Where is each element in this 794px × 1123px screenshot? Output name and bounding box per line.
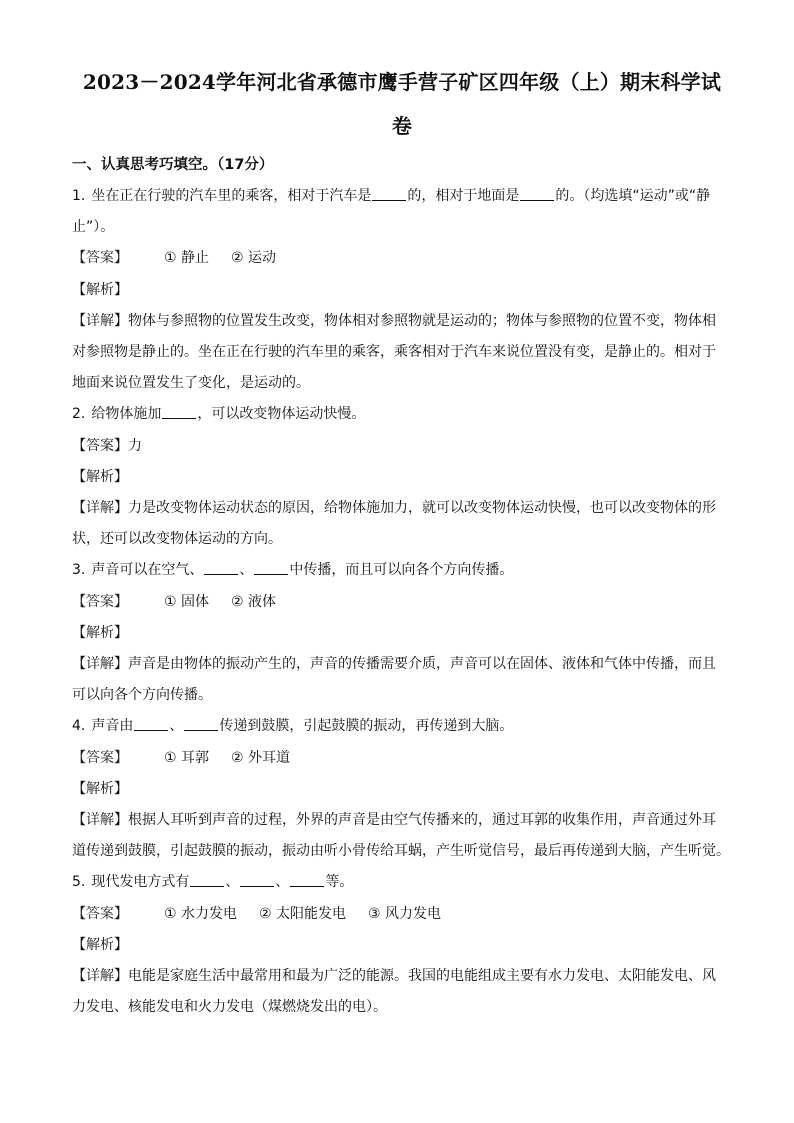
answer-blank bbox=[162, 404, 196, 419]
detail-text: 力发电、核能发电和火力发电（煤燃烧发出的电）。 bbox=[72, 999, 387, 1016]
answer-blank bbox=[204, 560, 238, 575]
detail-text: 地面来说位置发生了变化，是运动的。 bbox=[72, 375, 310, 392]
answer-label: 【答案】 bbox=[72, 749, 128, 766]
analysis-label: 【解析】 bbox=[72, 468, 128, 485]
answer-blank bbox=[240, 872, 274, 887]
title-line-1: 2023－2024学年河北省承德市鹰手营子矿区四年级（上）期末科学试 bbox=[82, 70, 722, 94]
answer-option: ② 外耳道 bbox=[231, 749, 291, 766]
answer-blank bbox=[190, 872, 224, 887]
analysis-label: 【解析】 bbox=[72, 936, 128, 953]
question-text: 5. 现代发电方式有 、 、 等。 bbox=[72, 874, 354, 891]
detail-text: 【详解】电能是家庭生活中最常用和最为广泛的能源。我国的电能组成主要有水力发电、太阳能发电、风 bbox=[72, 968, 716, 985]
answer-option: ③ 风力发电 bbox=[368, 905, 442, 922]
question-text-cont: 止”）。 bbox=[72, 219, 115, 236]
answer-label: 【答案】 bbox=[72, 250, 128, 267]
detail-text: 状，还可以改变物体运动的方向。 bbox=[72, 531, 282, 548]
answer-label: 【答案】 bbox=[72, 593, 128, 610]
analysis-label: 【解析】 bbox=[72, 624, 128, 641]
detail-text: 【详解】力是改变物体运动状态的原因，给物体施加力，就可以改变物体运动快慢，也可以改变物体的形 bbox=[72, 500, 716, 517]
detail-text: 【详解】根据人耳听到声音的过程，外界的声音是由空气传播来的，通过耳郭的收集作用，声音通过外耳 bbox=[72, 812, 716, 829]
answer-label: 【答案】 bbox=[72, 905, 128, 922]
answer-blank bbox=[134, 716, 168, 731]
answer-option: ① 静止 bbox=[164, 250, 210, 267]
detail-text: 【详解】声音是由物体的振动产生的，声音的传播需要介质，声音可以在固体、液体和气体中传播，而且 bbox=[72, 656, 716, 673]
answer-blank bbox=[520, 186, 554, 201]
answer-option: ② 运动 bbox=[231, 250, 277, 267]
detail-text: 【详解】物体与参照物的位置发生改变，物体相对参照物就是运动的；物体与参照物的位置不变，物体相 bbox=[72, 312, 716, 329]
analysis-label: 【解析】 bbox=[72, 281, 128, 298]
answer-blank bbox=[290, 872, 324, 887]
section-heading: 一、认真思考巧填空。（17分） bbox=[72, 157, 274, 173]
answer-row bbox=[72, 243, 732, 274]
exam-page bbox=[72, 60, 732, 1023]
question-2 bbox=[72, 399, 732, 555]
answer-row: 【答案】力 bbox=[72, 437, 142, 454]
answer-row bbox=[72, 899, 732, 930]
answer-option: ① 固体 bbox=[164, 593, 210, 610]
detail-text: 对参照物是静止的。坐在正在行驶的汽车里的乘客，乘客相对于汽车来说位置没有变，是静止的。相对于 bbox=[72, 344, 716, 361]
question-4 bbox=[72, 711, 732, 867]
answer-option: ① 水力发电 bbox=[164, 905, 238, 922]
answer-blank bbox=[372, 186, 406, 201]
answer-blank bbox=[254, 560, 288, 575]
answer-row bbox=[72, 743, 732, 774]
title-line-2: 卷 bbox=[391, 114, 413, 138]
answer-option: ② 太阳能发电 bbox=[259, 905, 347, 922]
detail-text: 道传递到鼓膜，引起鼓膜的振动，振动由听小骨传给耳蜗，产生听觉信号，最后再传递到大脑，产生听觉。 bbox=[72, 843, 730, 860]
question-5 bbox=[72, 867, 732, 1023]
question-3 bbox=[72, 555, 732, 711]
question-text: 1. 坐在正在行驶的汽车里的乘客，相对于汽车是 的，相对于地面是 的。（均选填“运动”或“静 bbox=[72, 188, 711, 204]
answer-option: ① 耳郭 bbox=[164, 749, 210, 766]
answer-row bbox=[72, 587, 732, 618]
question-text: 4. 声音由 、 传递到鼓膜，引起鼓膜的振动，再传递到大脑。 bbox=[72, 718, 514, 735]
answer-option: ② 液体 bbox=[231, 593, 277, 610]
document-title bbox=[72, 60, 732, 148]
answer-blank bbox=[184, 716, 218, 731]
analysis-label: 【解析】 bbox=[72, 780, 128, 797]
detail-text: 可以向各个方向传播。 bbox=[72, 687, 212, 704]
question-text: 2. 给物体施加 ，可以改变物体运动快慢。 bbox=[72, 406, 366, 423]
question-1 bbox=[72, 181, 732, 399]
question-text: 3. 声音可以在空气、 、 中传播，而且可以向各个方向传播。 bbox=[72, 562, 514, 579]
